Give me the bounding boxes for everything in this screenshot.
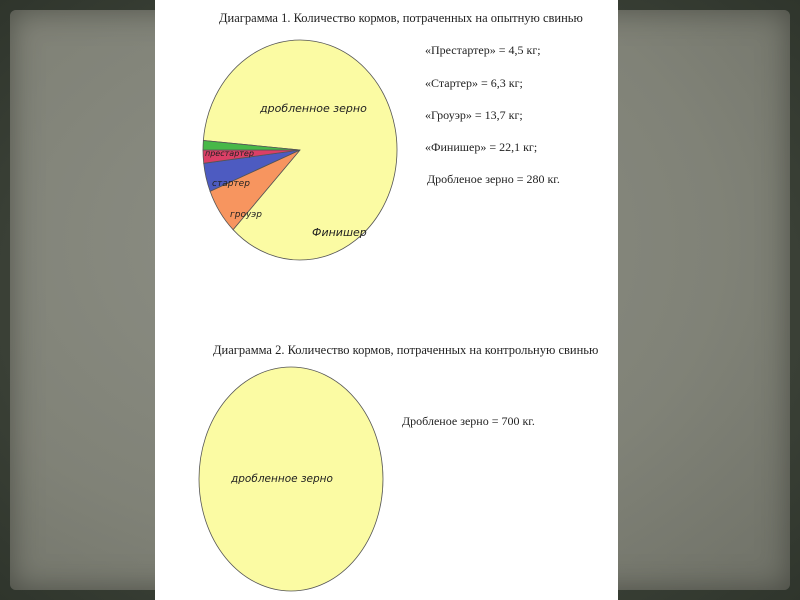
chart2-slice-label: дробленное зерно bbox=[231, 473, 333, 485]
chart2-title: Диаграмма 2. Количество кормов, потраченных на контрольную свинью bbox=[213, 343, 599, 357]
chart1-slice-label: Финишер bbox=[312, 226, 367, 239]
chart1-slice-label: стартер bbox=[212, 179, 250, 189]
charts-svg bbox=[155, 0, 618, 600]
chart1-title: Диаграмма 1. Количество кормов, потраченных на опытную свинью bbox=[219, 11, 583, 25]
chart1-legend-prestarter: «Престартер» = 4,5 кг; bbox=[425, 43, 541, 57]
chart1-legend-grower: «Гроуэр» = 13,7 кг; bbox=[425, 108, 523, 122]
chart2-pie bbox=[199, 367, 383, 591]
chart1-legend-finisher: «Финишер» = 22,1 кг; bbox=[425, 140, 538, 154]
chart1-legend-starter: «Стартер» = 6,3 кг; bbox=[425, 76, 523, 90]
chart1-legend-grain: Дробленое зерно = 280 кг. bbox=[427, 172, 560, 186]
chart1-pie bbox=[203, 40, 397, 260]
chart1-slice-label: дробленное зерно bbox=[260, 102, 367, 115]
document-page bbox=[155, 0, 618, 600]
chart1-slice-label: гроуэр bbox=[230, 210, 262, 220]
chart2-legend-grain: Дробленое зерно = 700 кг. bbox=[402, 414, 535, 428]
chart1-slice-label: престартер bbox=[205, 149, 254, 158]
